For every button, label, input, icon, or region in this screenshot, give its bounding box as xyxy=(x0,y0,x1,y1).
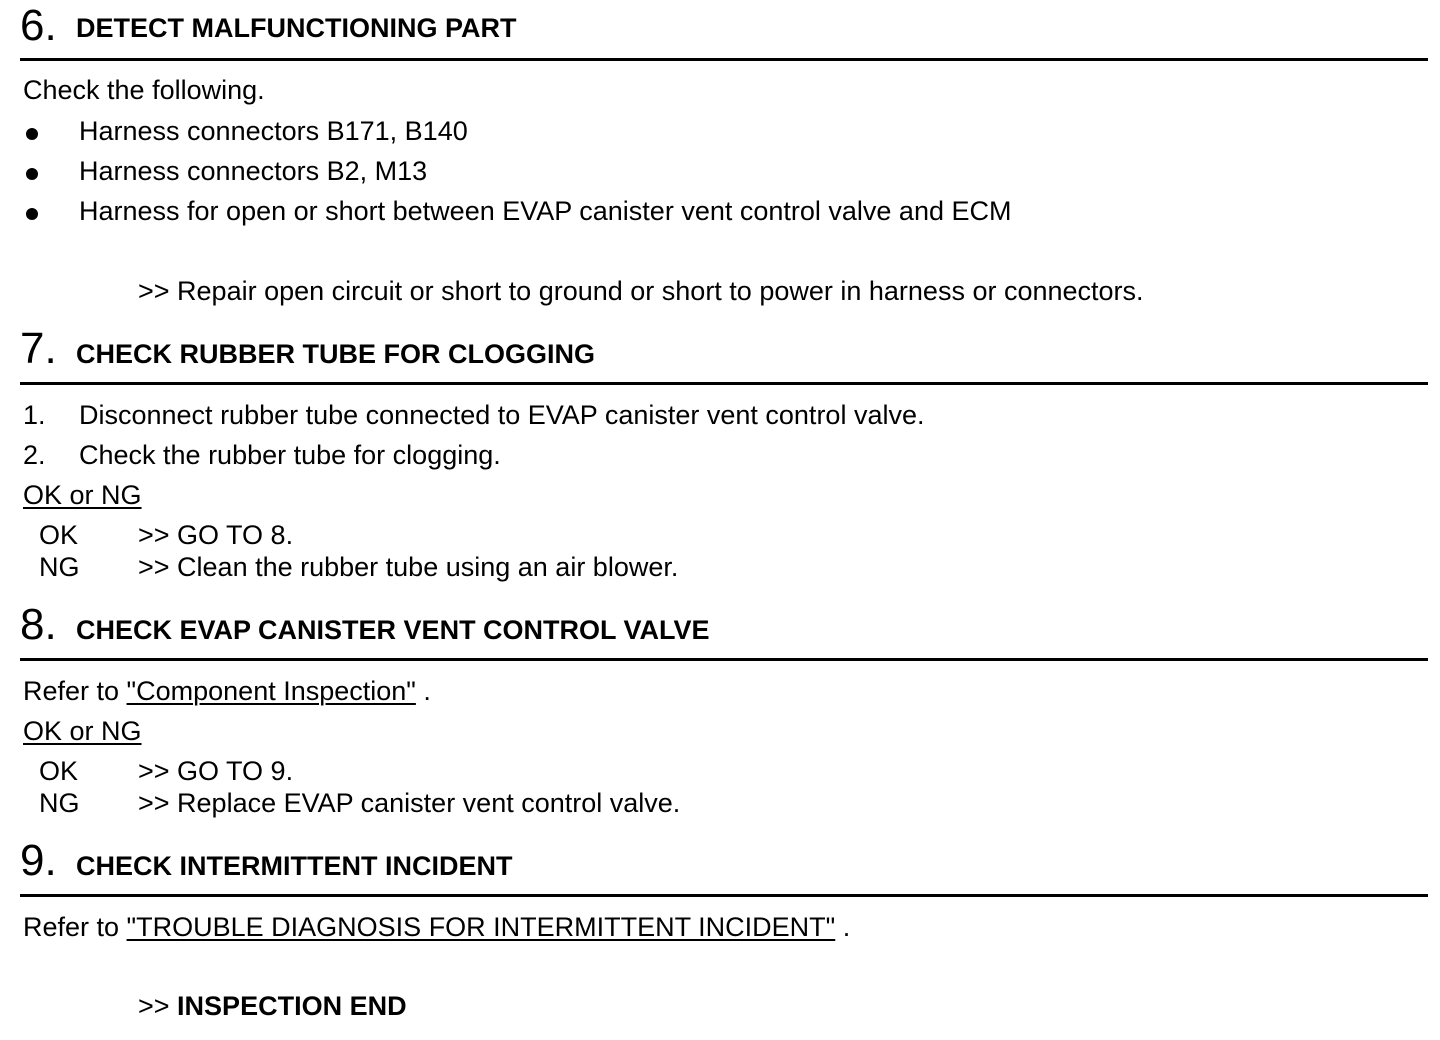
inspection-end xyxy=(138,991,407,1021)
step-9-title: CHECK INTERMITTENT INCIDENT xyxy=(76,851,513,881)
bullet-icon xyxy=(26,168,38,180)
step-6-title: DETECT MALFUNCTIONING PART xyxy=(76,13,517,43)
step-8-ok-label: OK xyxy=(39,756,79,786)
inspection-end-prefix: >> xyxy=(138,991,178,1021)
step-9-refer-prefix: Refer to xyxy=(23,912,127,942)
bullet-icon xyxy=(26,128,38,140)
step-7-ok-or-ng: OK or NG xyxy=(23,480,142,510)
step-9-refer xyxy=(23,912,850,942)
step-8-title: CHECK EVAP CANISTER VENT CONTROL VALVE xyxy=(76,615,710,645)
step-8-ng-label: NG xyxy=(39,788,80,818)
step-7-item-1-number: 1. xyxy=(23,400,46,430)
component-inspection-link[interactable]: "Component Inspection" xyxy=(126,676,416,706)
trouble-diagnosis-link[interactable]: "TROUBLE DIAGNOSIS FOR INTERMITTENT INCIDENT" xyxy=(126,912,836,942)
step-8-ng-action: >> Replace EVAP canister vent control valve. xyxy=(138,788,681,818)
step-7-item-1-text: Disconnect rubber tube connected to EVAP canister vent control valve. xyxy=(79,400,925,430)
step-9-divider xyxy=(20,894,1428,897)
step-7-number: 7. xyxy=(20,324,57,373)
step-7-ng-action: >> Clean the rubber tube using an air blower. xyxy=(138,552,679,582)
step-7-ng-label: NG xyxy=(39,552,80,582)
step-9-refer-suffix: . xyxy=(835,912,851,942)
inspection-end-text: INSPECTION END xyxy=(177,991,407,1021)
step-8-ok-action: >> GO TO 9. xyxy=(138,756,294,786)
step-7-ok-label: OK xyxy=(39,520,79,550)
step-9-number: 9. xyxy=(20,836,57,885)
step-8-number: 8. xyxy=(20,600,57,649)
step-6-divider xyxy=(20,58,1428,61)
step-8-refer xyxy=(23,676,431,706)
step-8-divider xyxy=(20,658,1428,661)
step-6-result: >> Repair open circuit or short to ground or short to power in harness or connectors. xyxy=(138,276,1144,306)
step-6-intro: Check the following. xyxy=(23,75,265,105)
step-6-bullet-2: Harness connectors B2, M13 xyxy=(79,156,428,186)
step-7-ok-action: >> GO TO 8. xyxy=(138,520,294,550)
step-6-number: 6. xyxy=(20,1,57,50)
bullet-icon xyxy=(26,208,38,220)
step-7-title: CHECK RUBBER TUBE FOR CLOGGING xyxy=(76,339,595,369)
step-6-bullet-1: Harness connectors B171, B140 xyxy=(79,116,468,146)
step-7-item-2-number: 2. xyxy=(23,440,46,470)
step-7-item-2-text: Check the rubber tube for clogging. xyxy=(79,440,501,470)
step-8-refer-suffix: . xyxy=(415,676,431,706)
step-6-bullet-3: Harness for open or short between EVAP canister vent control valve and ECM xyxy=(79,196,1012,226)
step-8-ok-or-ng: OK or NG xyxy=(23,716,142,746)
step-8-refer-prefix: Refer to xyxy=(23,676,127,706)
step-7-divider xyxy=(20,382,1428,385)
